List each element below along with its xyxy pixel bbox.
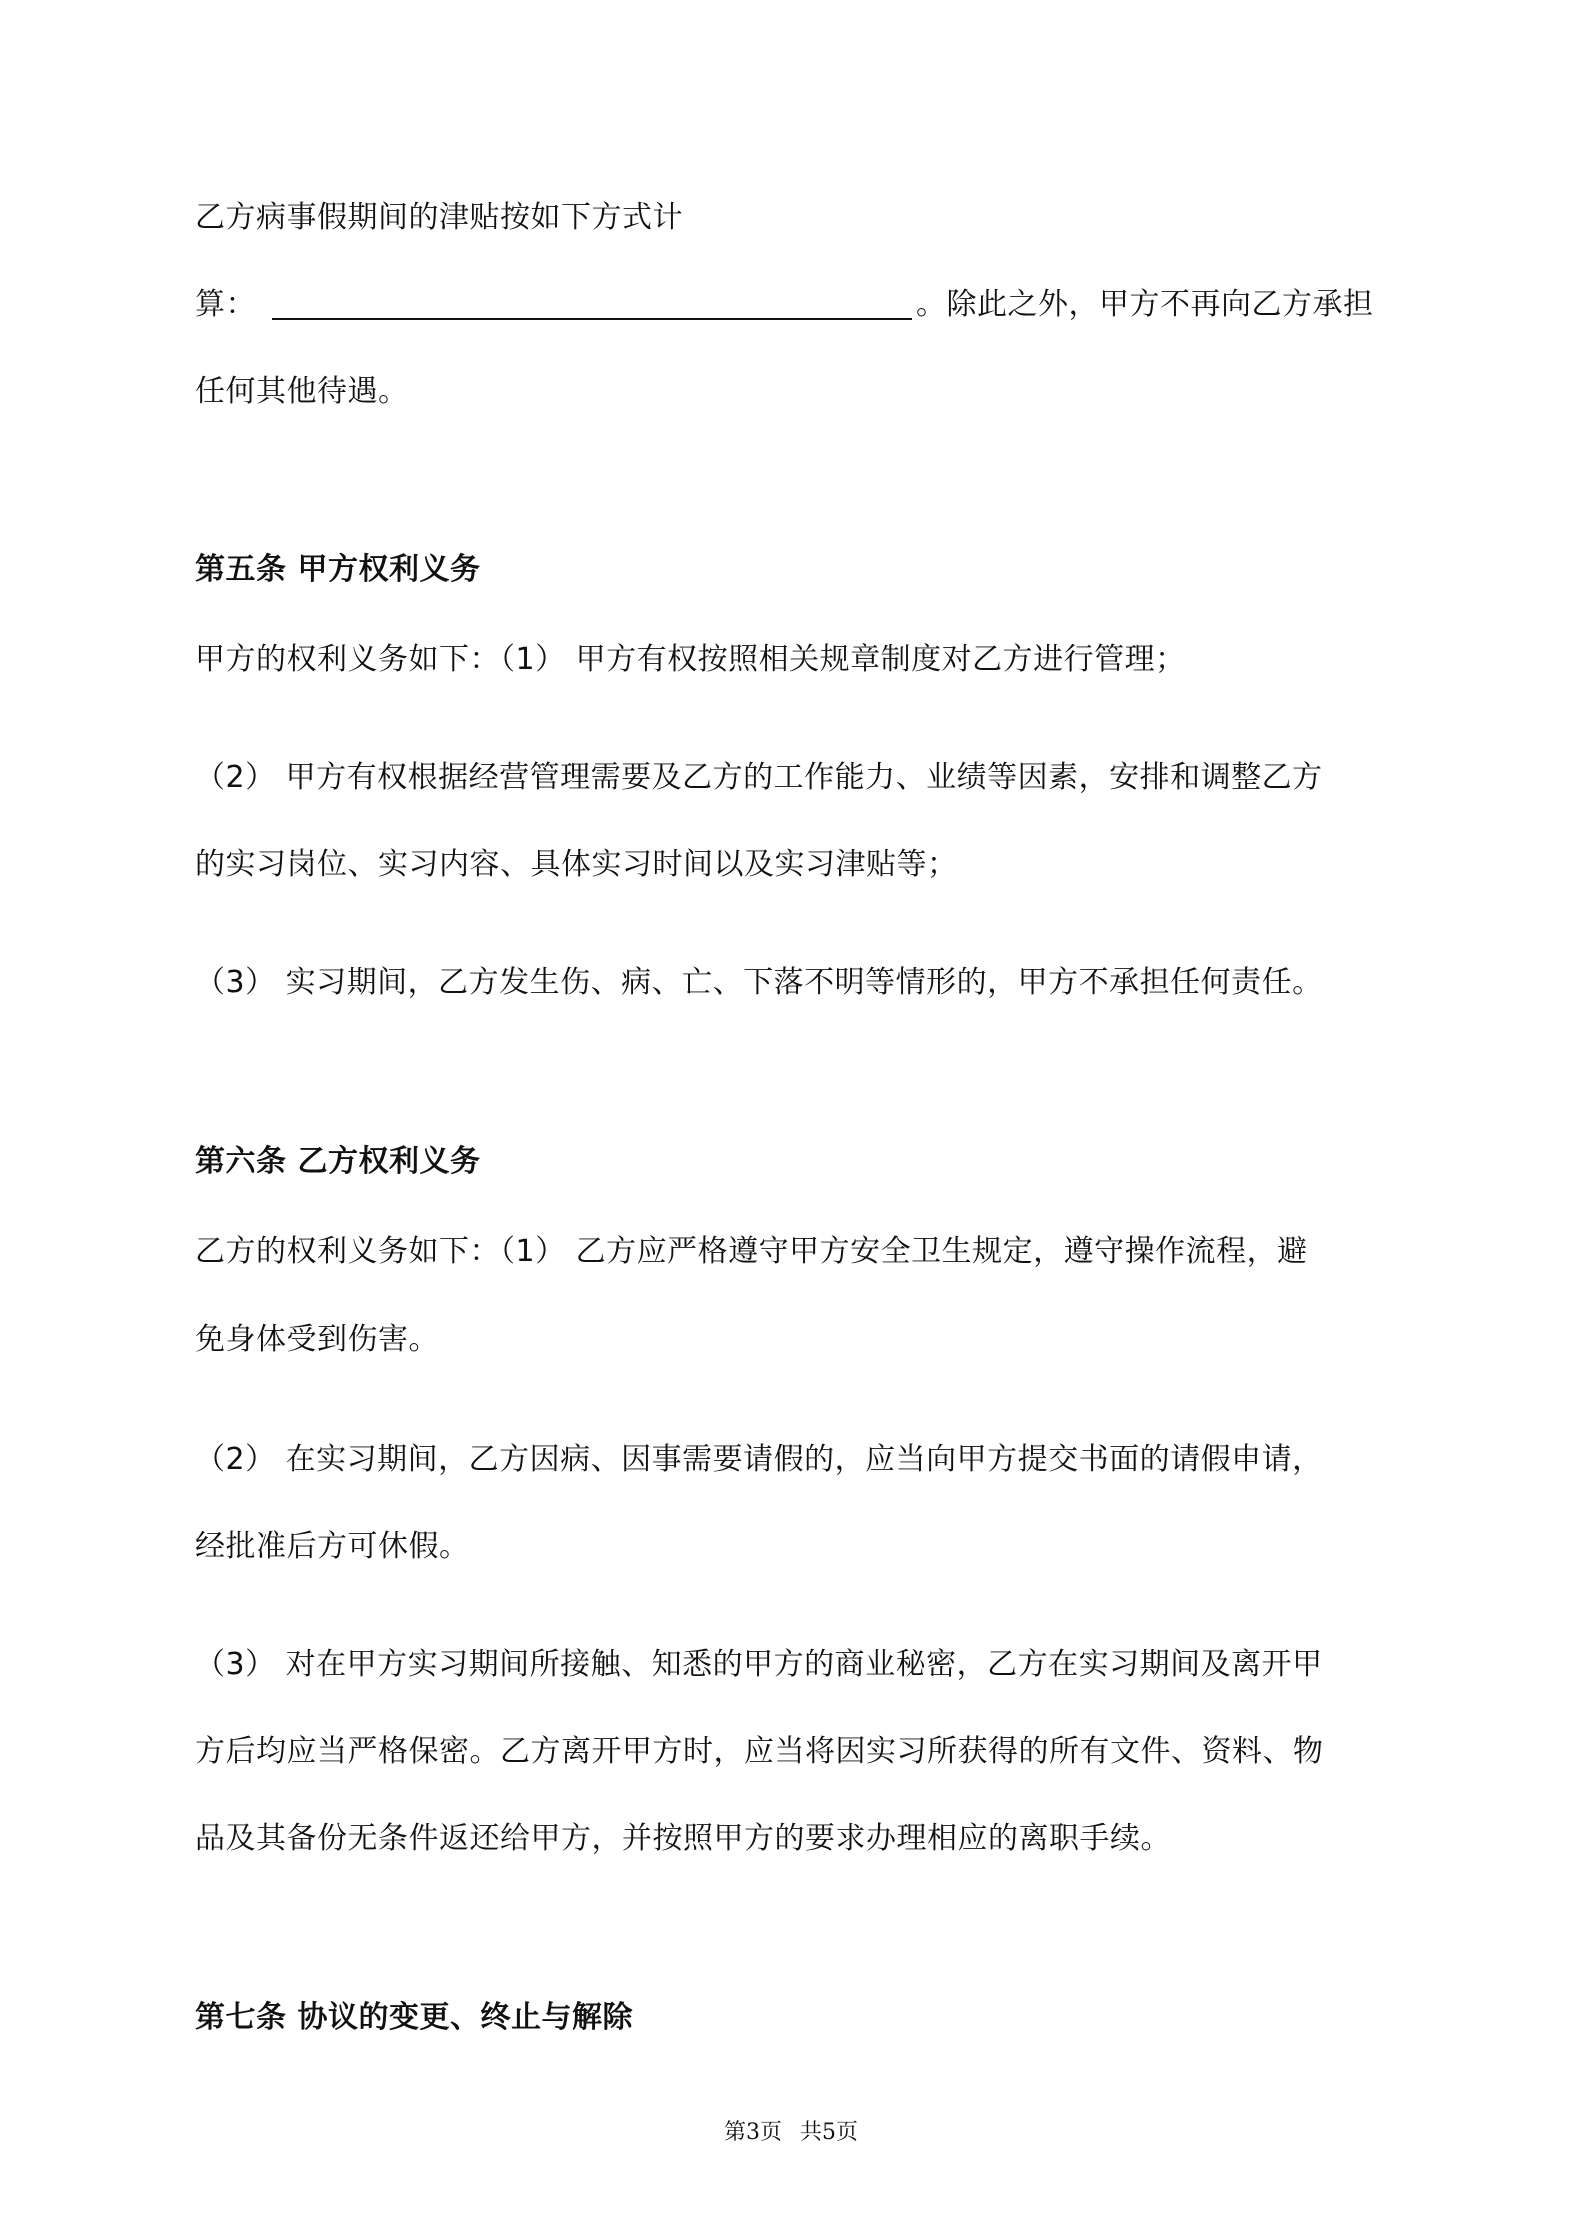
paragraph-line: 的实习岗位、实习内容、具体实习时间以及实习津贴等； bbox=[195, 847, 958, 882]
paragraph-line: 乙方的权利义务如下：（1） 乙方应严格遵守甲方安全卫生规定，遵守操作流程，避 bbox=[195, 1234, 1308, 1269]
paragraph-line: （3） 对在甲方实习期间所接触、知悉的甲方的商业秘密，乙方在实习期间及离开甲 bbox=[195, 1647, 1323, 1682]
calc-label: 算： bbox=[195, 287, 256, 322]
article-heading: 第五条 甲方权利义务 bbox=[195, 552, 481, 587]
paragraph-line: 方后均应当严格保密。乙方离开甲方时，应当将因实习所获得的所有文件、资料、物 bbox=[195, 1734, 1324, 1769]
paragraph-line: （2） 在实习期间，乙方因病、因事需要请假的，应当向甲方提交书面的请假申请， bbox=[195, 1442, 1323, 1477]
paragraph-line: 免身体受到伤害。 bbox=[195, 1322, 439, 1357]
paragraph-text: 。除此之外，甲方不再向乙方承担 bbox=[916, 287, 1374, 322]
paragraph-line-with-blank bbox=[195, 285, 1374, 325]
page-footer bbox=[0, 2118, 1582, 2148]
fill-in-blank[interactable] bbox=[272, 288, 912, 320]
paragraph-line: 经批准后方可休假。 bbox=[195, 1529, 470, 1564]
paragraph-line: （2） 甲方有权根据经营管理需要及乙方的工作能力、业绩等因素，安排和调整乙方 bbox=[195, 760, 1323, 795]
page-number-total: 共5页 bbox=[800, 2120, 858, 2145]
paragraph-line: 任何其他待遇。 bbox=[195, 374, 409, 409]
paragraph-line: 品及其备份无条件返还给甲方，并按照甲方的要求办理相应的离职手续。 bbox=[195, 1821, 1171, 1856]
page-number-current: 第3页 bbox=[724, 2120, 782, 2145]
paragraph-line: 乙方病事假期间的津贴按如下方式计 bbox=[195, 200, 683, 235]
article-heading: 第六条 乙方权利义务 bbox=[195, 1144, 481, 1179]
paragraph-line: （3） 实习期间，乙方发生伤、病、亡、下落不明等情形的，甲方不承担任何责任。 bbox=[195, 965, 1323, 1000]
article-heading: 第七条 协议的变更、终止与解除 bbox=[195, 2000, 633, 2035]
paragraph-line: 甲方的权利义务如下：（1） 甲方有权按照相关规章制度对乙方进行管理； bbox=[195, 642, 1186, 677]
